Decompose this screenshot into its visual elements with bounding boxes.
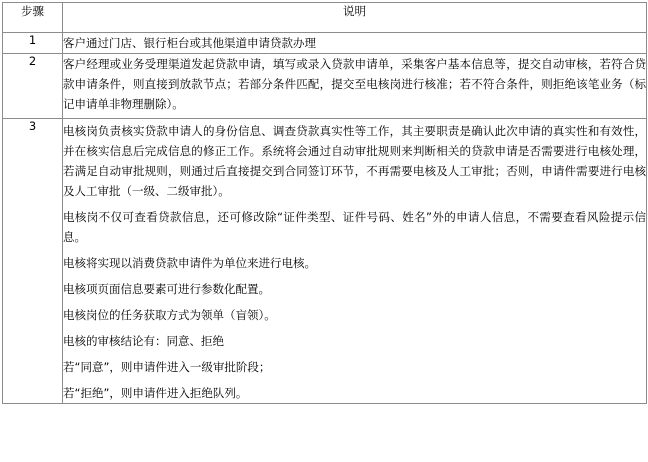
step-number: 1 [3, 33, 63, 54]
table-header-row [3, 3, 647, 33]
description-paragraph: 电核岗负责核实贷款申请人的身份信息、调查贷款真实性等工作，其主要职责是确认此次申请的真实性和有效性，并在核实信息后完成信息的修正工作。系统将会通过自动审批规则来判断相关的贷款申请是否需要进行电核处理，若满足自动审批规则，则通过后直接提交到合同签订环节，不再需要电核及人工审批；否则，申请件需要进行电核及人工审批（一级、二级审批）。 [63, 124, 646, 198]
description-paragraph: 电核的审核结论有：同意、拒绝 [63, 334, 224, 348]
description-paragraph: 电核项页面信息要素可进行参数化配置。 [63, 282, 270, 296]
description-column-header: 说明 [63, 3, 647, 33]
description-paragraph: 若“同意”，则申请件进入一级审批阶段； [63, 360, 271, 374]
step-column-header: 步骤 [3, 3, 63, 33]
table-row [3, 33, 647, 54]
description-paragraph: 电核岗不仅可查看贷款信息，还可修改除“证件类型、证件号码、姓名”外的申请人信息，不需要查看风险提示信息。 [63, 210, 646, 244]
description-paragraph: 电核将实现以消费贷款申请件为单位来进行电核。 [63, 256, 316, 270]
step-number: 3 [3, 119, 63, 404]
description-paragraph: 客户经理或业务受理渠道发起贷款申请，填写或录入贷款申请单，采集客户基本信息等，提交自动审核，若符合贷款申请条件，则直接到放款节点；若部分条件匹配，提交至电核岗进行核准；若不符合条件，则拒绝该笔业务（标记申请单非物理删除）。 [63, 57, 646, 111]
process-steps-table [2, 2, 647, 404]
step-number: 2 [3, 54, 63, 119]
table-row [3, 54, 647, 119]
description-paragraph: 电核岗位的任务获取方式为领单（盲领）。 [63, 308, 276, 322]
step-description [63, 119, 647, 404]
description-paragraph: 客户通过门店、银行柜台或其他渠道申请贷款办理 [63, 36, 316, 50]
step-description [63, 33, 647, 54]
description-paragraph: 若“拒绝”，则申请件进入拒绝队列。 [63, 386, 248, 400]
step-description [63, 54, 647, 119]
table-row [3, 119, 647, 404]
